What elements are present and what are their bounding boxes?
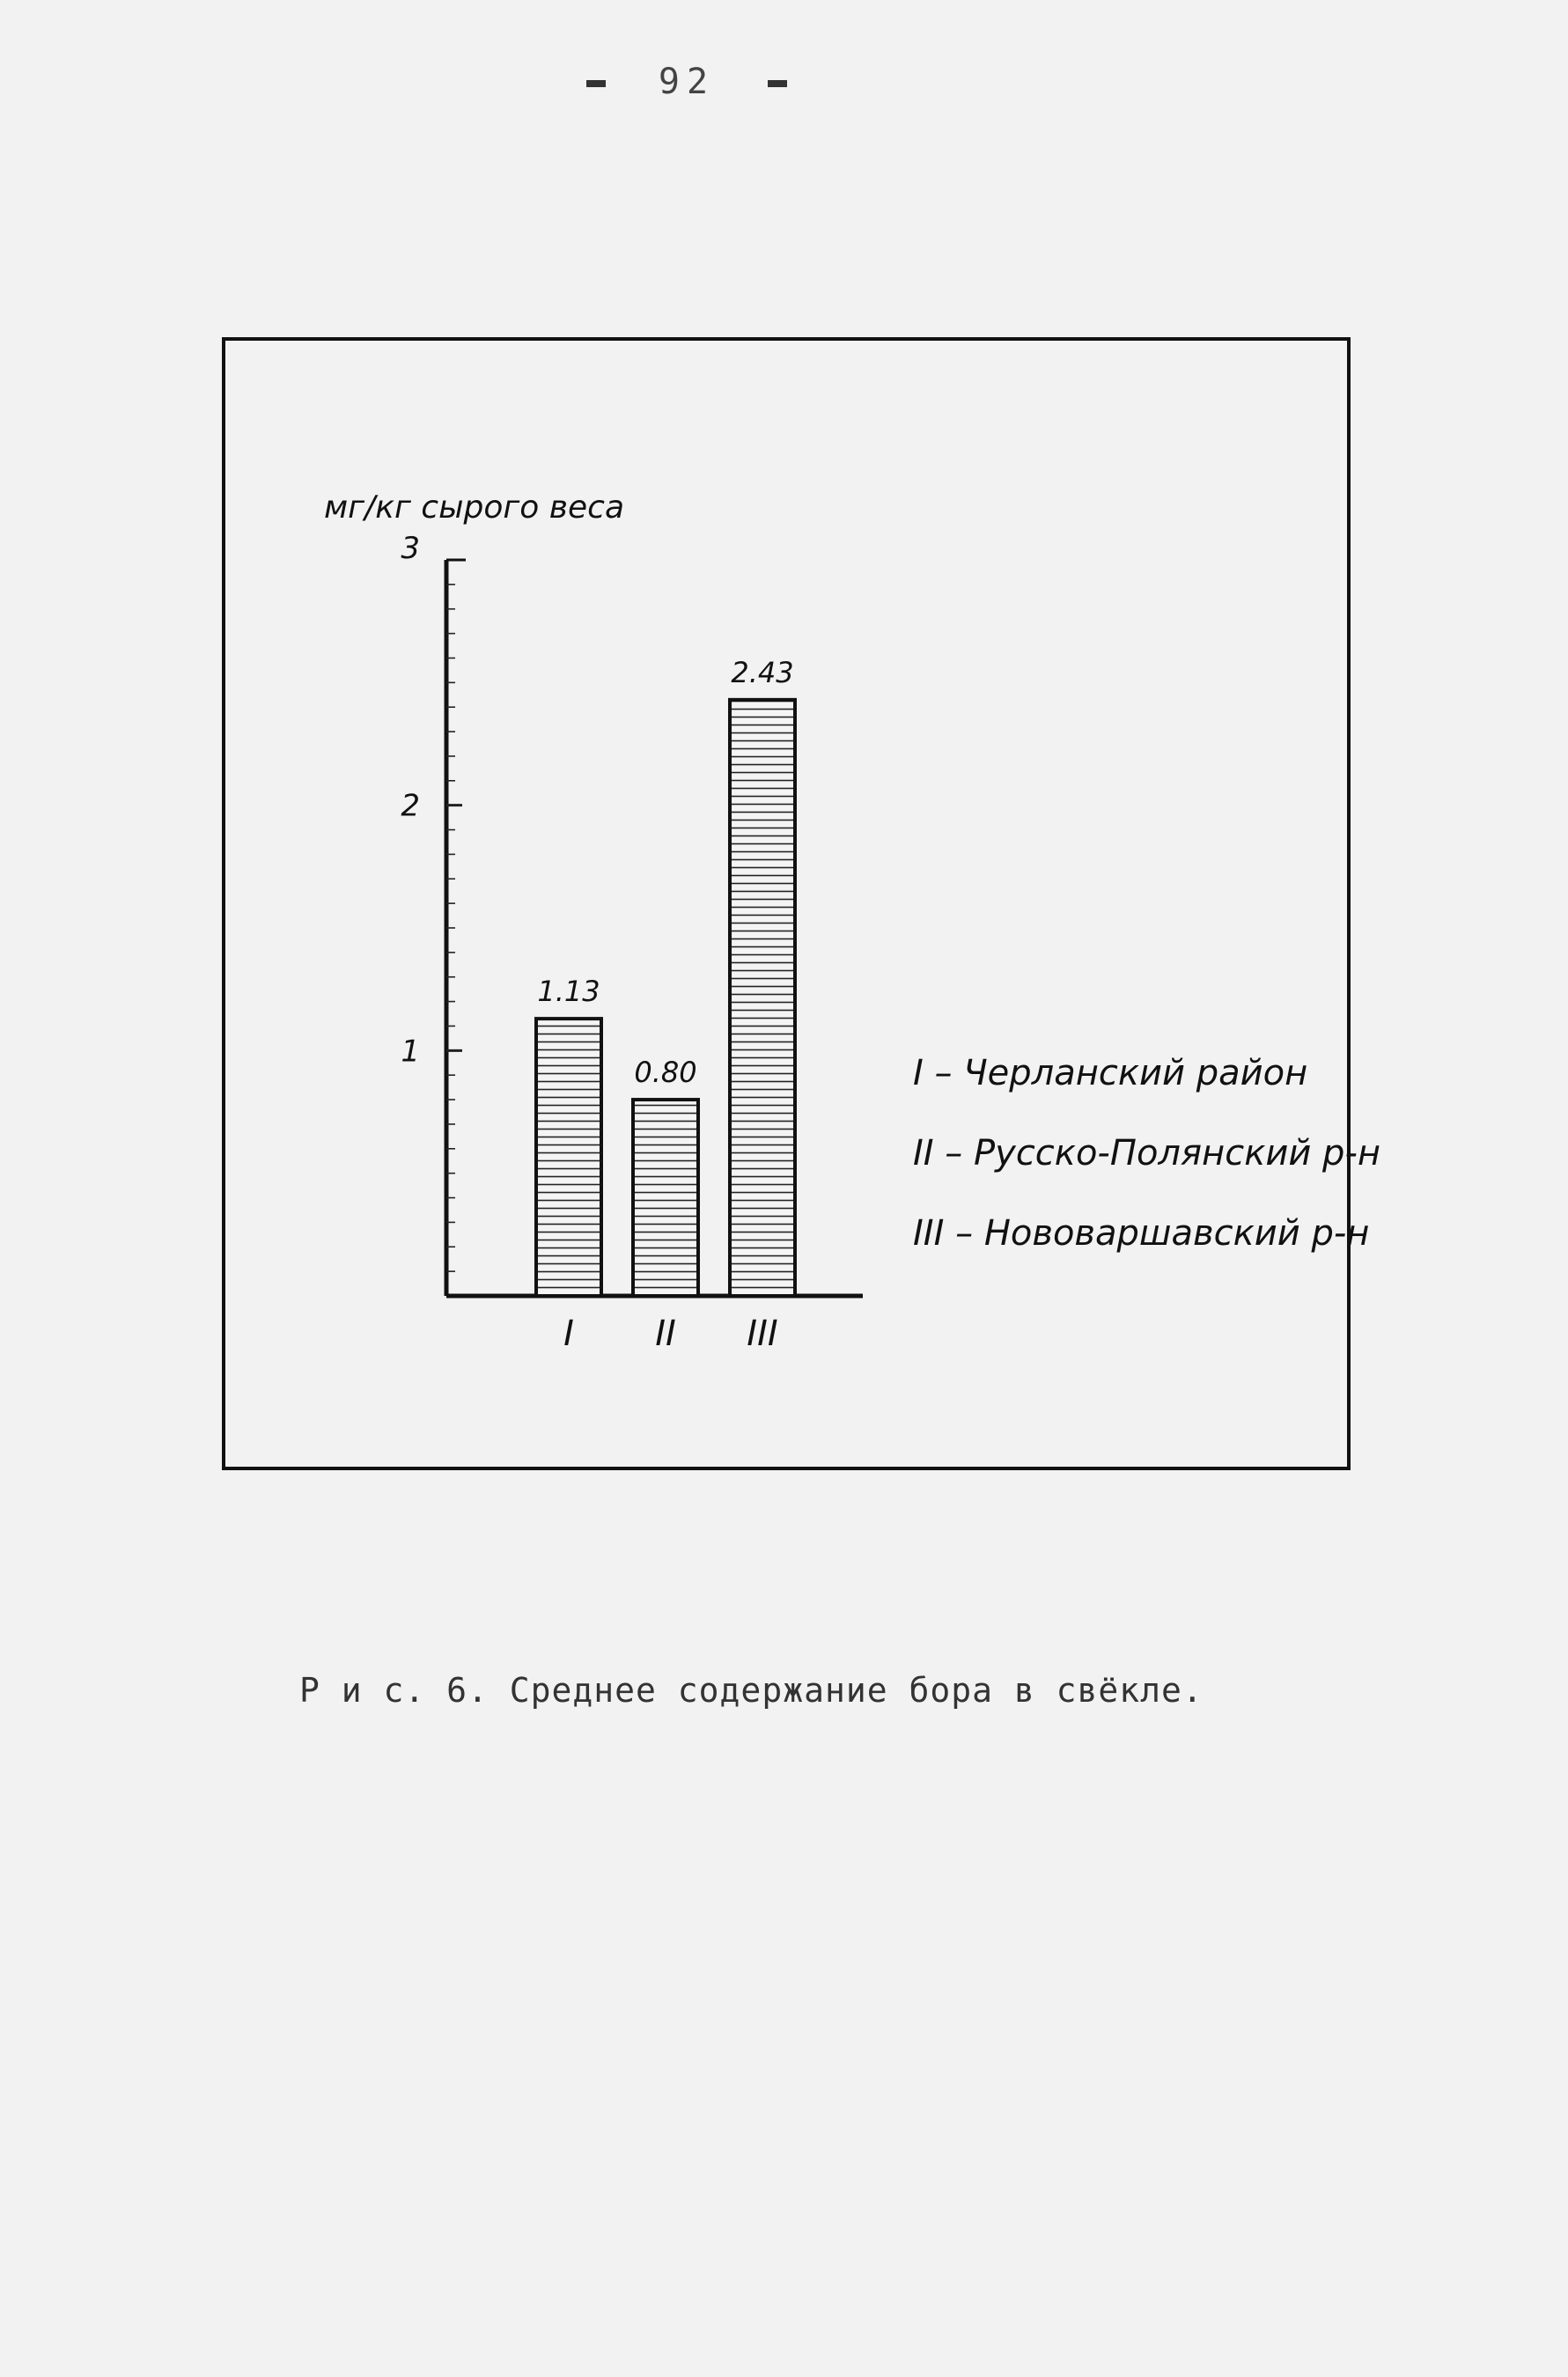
y-tick-label: 3	[401, 531, 420, 566]
legend	[913, 1053, 1380, 1254]
page-number-text: 92	[658, 62, 716, 102]
figure-caption: Р и с. 6. Среднее содержание бора в свёкле.	[299, 1671, 1204, 1710]
y-axis-label: мг/кг сырого веса	[324, 489, 624, 526]
legend-entry: I – Черланский район	[913, 1053, 1308, 1093]
bar-I	[536, 1019, 601, 1296]
x-tick-label: II	[655, 1314, 676, 1354]
legend-entry: II – Русско-Полянский р-н	[913, 1133, 1381, 1174]
y-tick-label: 2	[401, 788, 420, 824]
y-tick-label: 1	[401, 1034, 420, 1070]
bar-value-label: 0.80	[634, 1056, 697, 1090]
x-tick-label: I	[563, 1314, 574, 1354]
x-tick-label: III	[747, 1314, 778, 1354]
bar-II	[633, 1100, 698, 1296]
bar-value-label: 2.43	[731, 655, 794, 689]
legend-entry: III – Нововаршавский р-н	[913, 1213, 1370, 1254]
bar-value-label: 1.13	[537, 975, 600, 1009]
bar-III	[730, 700, 795, 1296]
